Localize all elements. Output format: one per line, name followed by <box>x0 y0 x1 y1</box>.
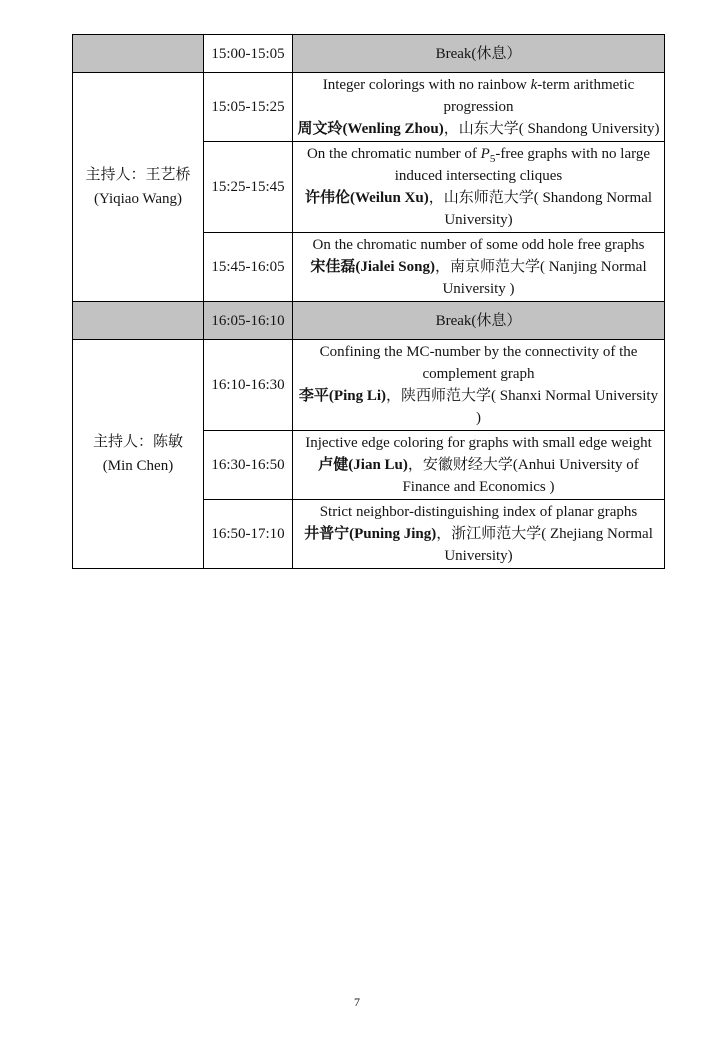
talk-6-cell <box>293 500 665 569</box>
talk-1-title: Integer colorings with no rainbow k-term arithmetic progression <box>322 77 635 115</box>
talk-6-speaker: 井普宁(Puning Jing)，浙江师范大学( Zhejiang Normal University) <box>304 526 653 564</box>
talk-5-title: Injective edge coloring for graphs with small edge weight <box>305 435 652 451</box>
talk-5-time-cell: 16:30-16:50 <box>204 431 293 500</box>
talk-4-speaker: 李平(Ping Li)，陕西师范大学( Shanxi Normal University ) <box>298 388 659 426</box>
talk-2-cell <box>293 142 665 233</box>
talk-1-time-cell: 15:05-15:25 <box>204 73 293 142</box>
talk-5-cell <box>293 431 665 500</box>
talk-3-title: On the chromatic number of some odd hole free graphs <box>312 237 645 253</box>
break-1-label-cell: Break(休息） <box>293 35 665 73</box>
talk-2-time-cell: 15:25-15:45 <box>204 142 293 233</box>
break-2-label-cell: Break(休息） <box>293 302 665 340</box>
break-row-2 <box>73 302 665 340</box>
talk-3-time-cell: 15:45-16:05 <box>204 233 293 302</box>
chair-name-cn: 主持人：陈敏 <box>92 434 183 450</box>
talk-row-1 <box>73 73 665 142</box>
talk-4-time-cell: 16:10-16:30 <box>204 340 293 431</box>
break-2-left-cell <box>73 302 204 340</box>
break-1-left-cell <box>73 35 204 73</box>
talk-1-speaker: 周文玲(Wenling Zhou)，山东大学( Shandong University) <box>297 121 660 137</box>
schedule-table <box>72 34 665 569</box>
break-row-1 <box>73 35 665 73</box>
chair-cell-session-1 <box>73 73 204 302</box>
chair-name-en: (Yiqiao Wang) <box>93 191 183 207</box>
talk-3-speaker: 宋佳磊(Jialei Song)，南京师范大学( Nanjing Normal University ) <box>310 259 647 297</box>
talk-4-cell <box>293 340 665 431</box>
chair-name-en: (Min Chen) <box>102 458 174 474</box>
break-2-time-cell: 16:05-16:10 <box>204 302 293 340</box>
break-1-time-cell: 15:00-15:05 <box>204 35 293 73</box>
talk-4-title: Confining the MC-number by the connectivity of the complement graph <box>319 344 638 382</box>
talk-2-speaker: 许伟伦(Weilun Xu)，山东师范大学( Shandong Normal University) <box>304 190 653 228</box>
talk-5-speaker: 卢健(Jian Lu)，安徽财经大学(Anhui University of Finance and Economics ) <box>318 457 639 495</box>
talk-3-cell <box>293 233 665 302</box>
talk-2-title: On the chromatic number of $P_5$-free graphs with no large induced intersecting cliques <box>306 146 651 184</box>
page-number: 7 <box>354 995 360 1009</box>
chair-cell-session-2 <box>73 340 204 569</box>
talk-1-cell <box>293 73 665 142</box>
talk-6-title: Strict neighbor-distinguishing index of planar graphs <box>319 504 638 520</box>
talk-row-4 <box>73 340 665 431</box>
chair-name-cn: 主持人：王艺桥 <box>85 167 191 183</box>
talk-6-time-cell: 16:50-17:10 <box>204 500 293 569</box>
